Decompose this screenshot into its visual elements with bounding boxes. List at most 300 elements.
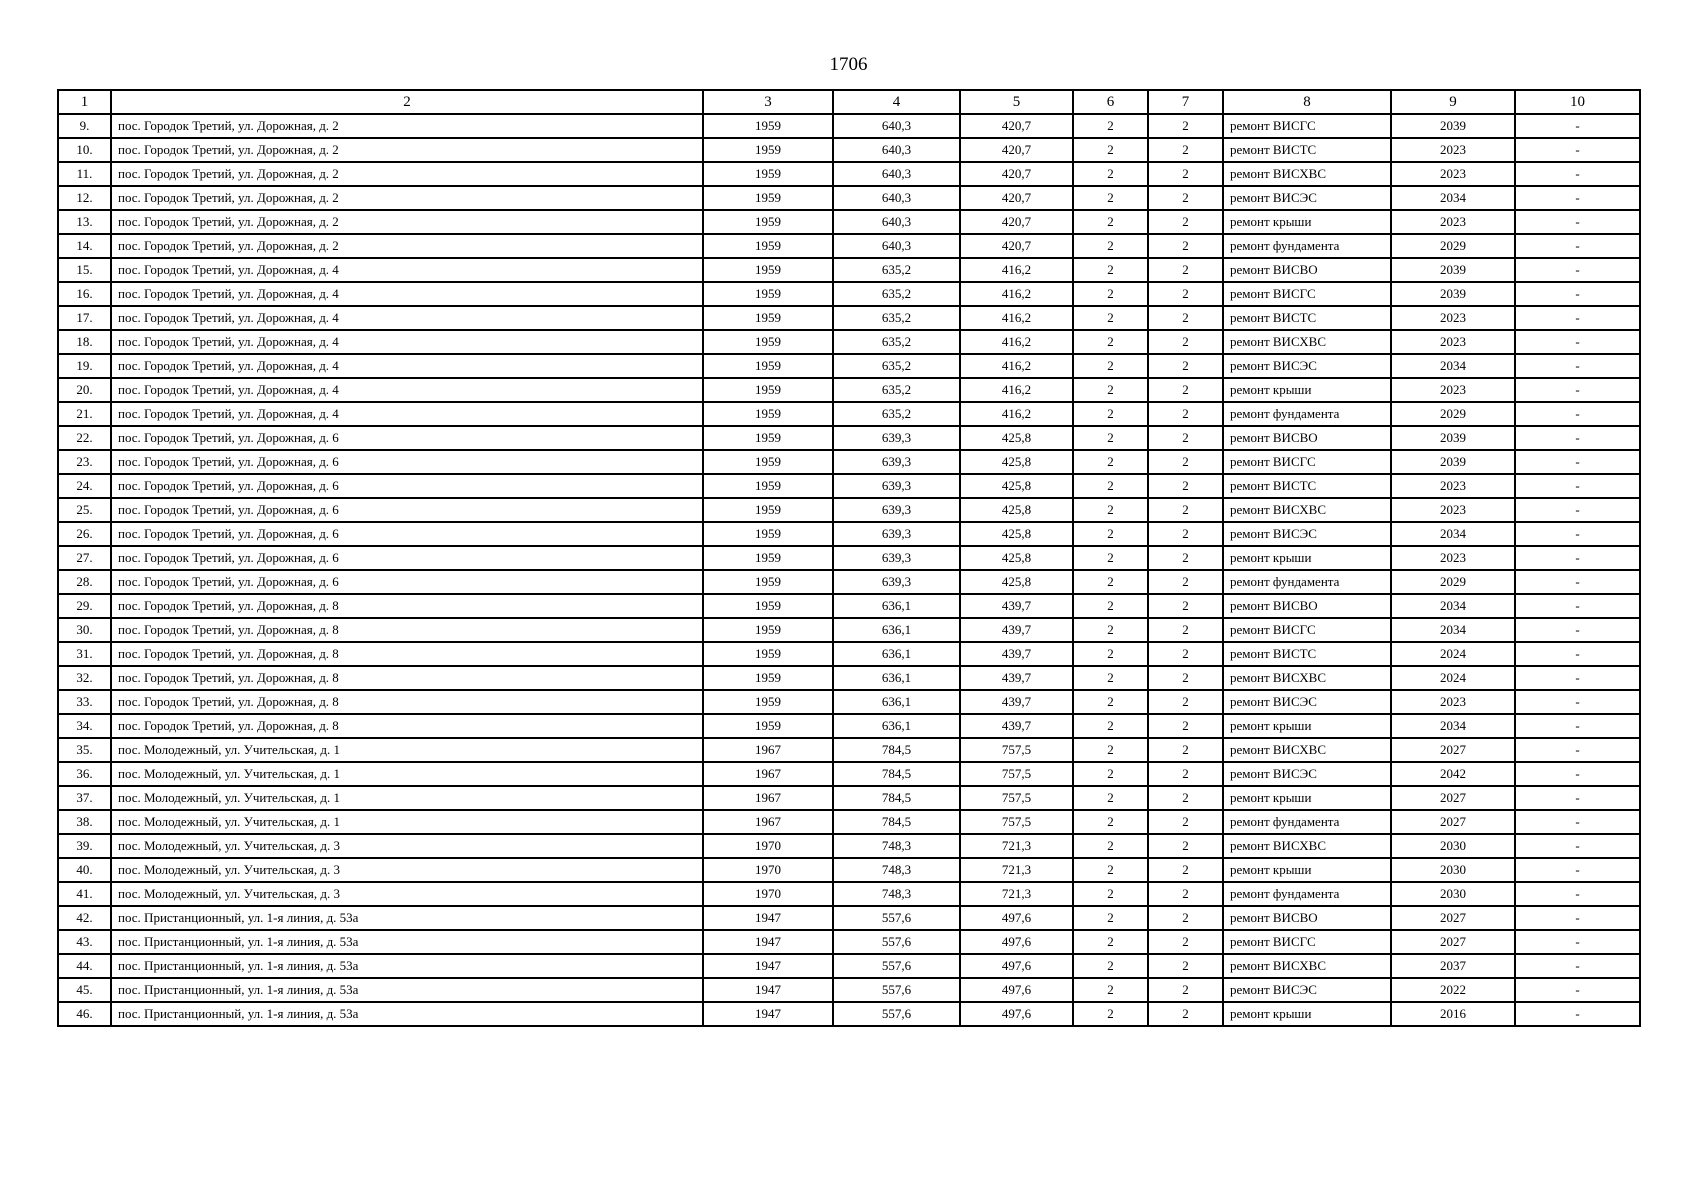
cell-entrances: 2 bbox=[1148, 906, 1223, 930]
cell-floors: 2 bbox=[1073, 282, 1148, 306]
cell-living-area: 416,2 bbox=[960, 330, 1073, 354]
header-cell-1: 1 bbox=[58, 90, 111, 114]
table-row bbox=[58, 306, 1640, 330]
cell-total-area: 636,1 bbox=[833, 594, 960, 618]
header-cell-2: 2 bbox=[111, 90, 703, 114]
cell-address: пос. Молодежный, ул. Учительская, д. 1 bbox=[111, 810, 703, 834]
cell-entrances: 2 bbox=[1148, 474, 1223, 498]
cell-note: - bbox=[1515, 978, 1640, 1002]
cell-address: пос. Молодежный, ул. Учительская, д. 1 bbox=[111, 762, 703, 786]
cell-living-area: 425,8 bbox=[960, 474, 1073, 498]
cell-floors: 2 bbox=[1073, 834, 1148, 858]
cell-year-built: 1959 bbox=[703, 210, 833, 234]
cell-row-number: 11. bbox=[58, 162, 111, 186]
cell-floors: 2 bbox=[1073, 450, 1148, 474]
cell-year-built: 1970 bbox=[703, 858, 833, 882]
cell-total-area: 557,6 bbox=[833, 978, 960, 1002]
cell-row-number: 43. bbox=[58, 930, 111, 954]
cell-total-area: 557,6 bbox=[833, 906, 960, 930]
cell-address: пос. Пристанционный, ул. 1-я линия, д. 53а bbox=[111, 954, 703, 978]
cell-total-area: 784,5 bbox=[833, 810, 960, 834]
cell-year-built: 1959 bbox=[703, 474, 833, 498]
cell-year-built: 1959 bbox=[703, 234, 833, 258]
cell-year-built: 1947 bbox=[703, 978, 833, 1002]
cell-floors: 2 bbox=[1073, 714, 1148, 738]
cell-total-area: 636,1 bbox=[833, 714, 960, 738]
cell-living-area: 721,3 bbox=[960, 882, 1073, 906]
table-row bbox=[58, 210, 1640, 234]
cell-floors: 2 bbox=[1073, 162, 1148, 186]
cell-planned-year: 2027 bbox=[1391, 786, 1515, 810]
cell-row-number: 20. bbox=[58, 378, 111, 402]
cell-row-number: 9. bbox=[58, 114, 111, 138]
cell-entrances: 2 bbox=[1148, 522, 1223, 546]
cell-living-area: 439,7 bbox=[960, 690, 1073, 714]
table-row bbox=[58, 258, 1640, 282]
cell-address: пос. Городок Третий, ул. Дорожная, д. 2 bbox=[111, 234, 703, 258]
cell-row-number: 18. bbox=[58, 330, 111, 354]
header-cell-10: 10 bbox=[1515, 90, 1640, 114]
cell-row-number: 16. bbox=[58, 282, 111, 306]
cell-year-built: 1959 bbox=[703, 426, 833, 450]
cell-living-area: 420,7 bbox=[960, 114, 1073, 138]
table-row bbox=[58, 426, 1640, 450]
cell-total-area: 635,2 bbox=[833, 330, 960, 354]
cell-total-area: 635,2 bbox=[833, 306, 960, 330]
cell-address: пос. Пристанционный, ул. 1-я линия, д. 53а bbox=[111, 978, 703, 1002]
cell-total-area: 635,2 bbox=[833, 402, 960, 426]
cell-row-number: 29. bbox=[58, 594, 111, 618]
table-row bbox=[58, 402, 1640, 426]
cell-entrances: 2 bbox=[1148, 786, 1223, 810]
cell-entrances: 2 bbox=[1148, 858, 1223, 882]
cell-row-number: 38. bbox=[58, 810, 111, 834]
cell-floors: 2 bbox=[1073, 354, 1148, 378]
cell-address: пос. Городок Третий, ул. Дорожная, д. 2 bbox=[111, 162, 703, 186]
cell-note: - bbox=[1515, 210, 1640, 234]
cell-row-number: 23. bbox=[58, 450, 111, 474]
cell-year-built: 1959 bbox=[703, 714, 833, 738]
cell-year-built: 1970 bbox=[703, 882, 833, 906]
page-number: 1706 bbox=[829, 54, 868, 75]
cell-entrances: 2 bbox=[1148, 114, 1223, 138]
cell-total-area: 784,5 bbox=[833, 762, 960, 786]
cell-year-built: 1959 bbox=[703, 138, 833, 162]
cell-floors: 2 bbox=[1073, 738, 1148, 762]
cell-living-area: 425,8 bbox=[960, 522, 1073, 546]
cell-year-built: 1959 bbox=[703, 690, 833, 714]
cell-floors: 2 bbox=[1073, 858, 1148, 882]
cell-year-built: 1959 bbox=[703, 618, 833, 642]
cell-planned-year: 2023 bbox=[1391, 474, 1515, 498]
cell-entrances: 2 bbox=[1148, 570, 1223, 594]
table-row bbox=[58, 786, 1640, 810]
cell-work-type: ремонт крыши bbox=[1223, 714, 1391, 738]
cell-note: - bbox=[1515, 186, 1640, 210]
cell-living-area: 416,2 bbox=[960, 258, 1073, 282]
cell-row-number: 14. bbox=[58, 234, 111, 258]
table-row bbox=[58, 378, 1640, 402]
cell-living-area: 439,7 bbox=[960, 666, 1073, 690]
cell-living-area: 497,6 bbox=[960, 1002, 1073, 1026]
cell-living-area: 420,7 bbox=[960, 234, 1073, 258]
cell-year-built: 1959 bbox=[703, 450, 833, 474]
cell-living-area: 497,6 bbox=[960, 954, 1073, 978]
cell-total-area: 640,3 bbox=[833, 186, 960, 210]
cell-planned-year: 2039 bbox=[1391, 114, 1515, 138]
cell-row-number: 21. bbox=[58, 402, 111, 426]
cell-note: - bbox=[1515, 714, 1640, 738]
cell-entrances: 2 bbox=[1148, 186, 1223, 210]
cell-work-type: ремонт ВИСЭС bbox=[1223, 762, 1391, 786]
table-row bbox=[58, 810, 1640, 834]
cell-year-built: 1959 bbox=[703, 282, 833, 306]
cell-planned-year: 2034 bbox=[1391, 186, 1515, 210]
cell-row-number: 35. bbox=[58, 738, 111, 762]
cell-work-type: ремонт ВИСТС bbox=[1223, 474, 1391, 498]
cell-entrances: 2 bbox=[1148, 762, 1223, 786]
cell-note: - bbox=[1515, 114, 1640, 138]
cell-address: пос. Пристанционный, ул. 1-я линия, д. 53а bbox=[111, 1002, 703, 1026]
cell-entrances: 2 bbox=[1148, 210, 1223, 234]
cell-row-number: 34. bbox=[58, 714, 111, 738]
cell-total-area: 557,6 bbox=[833, 954, 960, 978]
cell-row-number: 31. bbox=[58, 642, 111, 666]
cell-work-type: ремонт ВИСХВС bbox=[1223, 498, 1391, 522]
table-row bbox=[58, 618, 1640, 642]
cell-row-number: 15. bbox=[58, 258, 111, 282]
table-row bbox=[58, 354, 1640, 378]
cell-address: пос. Молодежный, ул. Учительская, д. 3 bbox=[111, 882, 703, 906]
cell-address: пос. Городок Третий, ул. Дорожная, д. 6 bbox=[111, 522, 703, 546]
cell-work-type: ремонт крыши bbox=[1223, 858, 1391, 882]
cell-address: пос. Городок Третий, ул. Дорожная, д. 2 bbox=[111, 114, 703, 138]
cell-floors: 2 bbox=[1073, 666, 1148, 690]
cell-floors: 2 bbox=[1073, 906, 1148, 930]
cell-note: - bbox=[1515, 354, 1640, 378]
table-row bbox=[58, 882, 1640, 906]
cell-row-number: 30. bbox=[58, 618, 111, 642]
cell-living-area: 757,5 bbox=[960, 786, 1073, 810]
cell-living-area: 439,7 bbox=[960, 594, 1073, 618]
cell-work-type: ремонт ВИСЭС bbox=[1223, 978, 1391, 1002]
cell-row-number: 22. bbox=[58, 426, 111, 450]
cell-note: - bbox=[1515, 762, 1640, 786]
cell-work-type: ремонт ВИСТС bbox=[1223, 306, 1391, 330]
cell-planned-year: 2023 bbox=[1391, 378, 1515, 402]
cell-total-area: 640,3 bbox=[833, 114, 960, 138]
cell-entrances: 2 bbox=[1148, 450, 1223, 474]
cell-address: пос. Городок Третий, ул. Дорожная, д. 6 bbox=[111, 474, 703, 498]
cell-planned-year: 2034 bbox=[1391, 354, 1515, 378]
cell-year-built: 1947 bbox=[703, 930, 833, 954]
cell-planned-year: 2034 bbox=[1391, 522, 1515, 546]
cell-work-type: ремонт ВИСЭС bbox=[1223, 354, 1391, 378]
cell-living-area: 497,6 bbox=[960, 930, 1073, 954]
cell-row-number: 27. bbox=[58, 546, 111, 570]
cell-year-built: 1959 bbox=[703, 498, 833, 522]
cell-year-built: 1959 bbox=[703, 162, 833, 186]
table-row bbox=[58, 642, 1640, 666]
cell-entrances: 2 bbox=[1148, 162, 1223, 186]
cell-note: - bbox=[1515, 330, 1640, 354]
cell-total-area: 640,3 bbox=[833, 210, 960, 234]
cell-year-built: 1967 bbox=[703, 810, 833, 834]
header-row bbox=[58, 90, 1640, 114]
cell-planned-year: 2042 bbox=[1391, 762, 1515, 786]
header-cell-4: 4 bbox=[833, 90, 960, 114]
table-row bbox=[58, 762, 1640, 786]
cell-note: - bbox=[1515, 810, 1640, 834]
cell-total-area: 636,1 bbox=[833, 690, 960, 714]
cell-note: - bbox=[1515, 450, 1640, 474]
cell-row-number: 17. bbox=[58, 306, 111, 330]
table-row bbox=[58, 498, 1640, 522]
cell-note: - bbox=[1515, 402, 1640, 426]
cell-living-area: 416,2 bbox=[960, 402, 1073, 426]
cell-living-area: 425,8 bbox=[960, 498, 1073, 522]
cell-floors: 2 bbox=[1073, 402, 1148, 426]
cell-entrances: 2 bbox=[1148, 618, 1223, 642]
cell-floors: 2 bbox=[1073, 234, 1148, 258]
cell-row-number: 12. bbox=[58, 186, 111, 210]
cell-work-type: ремонт ВИСВО bbox=[1223, 594, 1391, 618]
cell-total-area: 639,3 bbox=[833, 546, 960, 570]
table-body bbox=[58, 114, 1640, 1026]
cell-floors: 2 bbox=[1073, 186, 1148, 210]
cell-note: - bbox=[1515, 690, 1640, 714]
cell-total-area: 635,2 bbox=[833, 258, 960, 282]
cell-living-area: 497,6 bbox=[960, 906, 1073, 930]
cell-note: - bbox=[1515, 282, 1640, 306]
cell-note: - bbox=[1515, 546, 1640, 570]
cell-total-area: 640,3 bbox=[833, 234, 960, 258]
cell-note: - bbox=[1515, 474, 1640, 498]
cell-address: пос. Городок Третий, ул. Дорожная, д. 6 bbox=[111, 426, 703, 450]
cell-year-built: 1967 bbox=[703, 786, 833, 810]
cell-address: пос. Городок Третий, ул. Дорожная, д. 2 bbox=[111, 210, 703, 234]
cell-entrances: 2 bbox=[1148, 234, 1223, 258]
cell-entrances: 2 bbox=[1148, 714, 1223, 738]
cell-entrances: 2 bbox=[1148, 810, 1223, 834]
cell-year-built: 1959 bbox=[703, 522, 833, 546]
cell-planned-year: 2024 bbox=[1391, 642, 1515, 666]
cell-row-number: 10. bbox=[58, 138, 111, 162]
header-cell-6: 6 bbox=[1073, 90, 1148, 114]
cell-address: пос. Городок Третий, ул. Дорожная, д. 8 bbox=[111, 714, 703, 738]
cell-address: пос. Городок Третий, ул. Дорожная, д. 2 bbox=[111, 186, 703, 210]
cell-floors: 2 bbox=[1073, 378, 1148, 402]
cell-row-number: 32. bbox=[58, 666, 111, 690]
cell-note: - bbox=[1515, 162, 1640, 186]
cell-planned-year: 2023 bbox=[1391, 546, 1515, 570]
cell-floors: 2 bbox=[1073, 618, 1148, 642]
cell-address: пос. Городок Третий, ул. Дорожная, д. 8 bbox=[111, 690, 703, 714]
cell-entrances: 2 bbox=[1148, 402, 1223, 426]
cell-total-area: 784,5 bbox=[833, 786, 960, 810]
cell-row-number: 33. bbox=[58, 690, 111, 714]
cell-planned-year: 2034 bbox=[1391, 594, 1515, 618]
cell-planned-year: 2023 bbox=[1391, 210, 1515, 234]
cell-living-area: 416,2 bbox=[960, 378, 1073, 402]
cell-total-area: 557,6 bbox=[833, 1002, 960, 1026]
cell-planned-year: 2027 bbox=[1391, 738, 1515, 762]
cell-living-area: 420,7 bbox=[960, 138, 1073, 162]
cell-total-area: 635,2 bbox=[833, 378, 960, 402]
cell-floors: 2 bbox=[1073, 1002, 1148, 1026]
cell-year-built: 1947 bbox=[703, 954, 833, 978]
cell-planned-year: 2030 bbox=[1391, 834, 1515, 858]
cell-year-built: 1959 bbox=[703, 402, 833, 426]
table-row bbox=[58, 522, 1640, 546]
cell-total-area: 748,3 bbox=[833, 834, 960, 858]
table-row bbox=[58, 906, 1640, 930]
cell-planned-year: 2027 bbox=[1391, 930, 1515, 954]
cell-year-built: 1947 bbox=[703, 906, 833, 930]
cell-year-built: 1959 bbox=[703, 570, 833, 594]
cell-note: - bbox=[1515, 954, 1640, 978]
cell-total-area: 639,3 bbox=[833, 450, 960, 474]
cell-note: - bbox=[1515, 930, 1640, 954]
cell-row-number: 24. bbox=[58, 474, 111, 498]
header-cell-8: 8 bbox=[1223, 90, 1391, 114]
table-row bbox=[58, 186, 1640, 210]
housing-repair-table bbox=[57, 89, 1641, 1027]
cell-floors: 2 bbox=[1073, 930, 1148, 954]
cell-row-number: 45. bbox=[58, 978, 111, 1002]
cell-address: пос. Пристанционный, ул. 1-я линия, д. 53а bbox=[111, 930, 703, 954]
cell-address: пос. Городок Третий, ул. Дорожная, д. 2 bbox=[111, 138, 703, 162]
cell-planned-year: 2039 bbox=[1391, 258, 1515, 282]
cell-row-number: 46. bbox=[58, 1002, 111, 1026]
cell-address: пос. Молодежный, ул. Учительская, д. 1 bbox=[111, 786, 703, 810]
cell-floors: 2 bbox=[1073, 642, 1148, 666]
cell-year-built: 1959 bbox=[703, 378, 833, 402]
cell-year-built: 1959 bbox=[703, 114, 833, 138]
cell-floors: 2 bbox=[1073, 306, 1148, 330]
cell-entrances: 2 bbox=[1148, 378, 1223, 402]
cell-year-built: 1967 bbox=[703, 738, 833, 762]
cell-total-area: 639,3 bbox=[833, 474, 960, 498]
cell-living-area: 420,7 bbox=[960, 186, 1073, 210]
cell-planned-year: 2016 bbox=[1391, 1002, 1515, 1026]
cell-work-type: ремонт ВИСГС bbox=[1223, 114, 1391, 138]
cell-planned-year: 2029 bbox=[1391, 570, 1515, 594]
cell-planned-year: 2029 bbox=[1391, 402, 1515, 426]
cell-year-built: 1947 bbox=[703, 1002, 833, 1026]
cell-floors: 2 bbox=[1073, 786, 1148, 810]
table-row bbox=[58, 114, 1640, 138]
cell-work-type: ремонт ВИСВО bbox=[1223, 258, 1391, 282]
cell-address: пос. Городок Третий, ул. Дорожная, д. 4 bbox=[111, 306, 703, 330]
cell-entrances: 2 bbox=[1148, 138, 1223, 162]
cell-address: пос. Городок Третий, ул. Дорожная, д. 4 bbox=[111, 258, 703, 282]
table-row bbox=[58, 474, 1640, 498]
cell-planned-year: 2034 bbox=[1391, 618, 1515, 642]
cell-floors: 2 bbox=[1073, 690, 1148, 714]
cell-row-number: 36. bbox=[58, 762, 111, 786]
cell-living-area: 420,7 bbox=[960, 162, 1073, 186]
cell-planned-year: 2029 bbox=[1391, 234, 1515, 258]
cell-total-area: 639,3 bbox=[833, 426, 960, 450]
cell-work-type: ремонт ВИСГС bbox=[1223, 618, 1391, 642]
cell-planned-year: 2023 bbox=[1391, 138, 1515, 162]
cell-work-type: ремонт ВИСГС bbox=[1223, 930, 1391, 954]
cell-floors: 2 bbox=[1073, 546, 1148, 570]
cell-year-built: 1959 bbox=[703, 354, 833, 378]
cell-note: - bbox=[1515, 498, 1640, 522]
cell-year-built: 1959 bbox=[703, 258, 833, 282]
cell-floors: 2 bbox=[1073, 978, 1148, 1002]
cell-floors: 2 bbox=[1073, 954, 1148, 978]
cell-year-built: 1959 bbox=[703, 594, 833, 618]
cell-work-type: ремонт ВИСЭС bbox=[1223, 186, 1391, 210]
cell-year-built: 1959 bbox=[703, 666, 833, 690]
cell-floors: 2 bbox=[1073, 474, 1148, 498]
cell-living-area: 416,2 bbox=[960, 282, 1073, 306]
table-row bbox=[58, 570, 1640, 594]
cell-total-area: 636,1 bbox=[833, 642, 960, 666]
cell-entrances: 2 bbox=[1148, 546, 1223, 570]
cell-living-area: 439,7 bbox=[960, 618, 1073, 642]
cell-address: пос. Городок Третий, ул. Дорожная, д. 4 bbox=[111, 282, 703, 306]
table-row bbox=[58, 546, 1640, 570]
cell-total-area: 639,3 bbox=[833, 498, 960, 522]
cell-planned-year: 2023 bbox=[1391, 330, 1515, 354]
cell-address: пос. Молодежный, ул. Учительская, д. 1 bbox=[111, 738, 703, 762]
table-row bbox=[58, 690, 1640, 714]
cell-entrances: 2 bbox=[1148, 354, 1223, 378]
cell-living-area: 425,8 bbox=[960, 570, 1073, 594]
cell-floors: 2 bbox=[1073, 498, 1148, 522]
table-row bbox=[58, 714, 1640, 738]
cell-row-number: 42. bbox=[58, 906, 111, 930]
cell-living-area: 439,7 bbox=[960, 714, 1073, 738]
cell-entrances: 2 bbox=[1148, 978, 1223, 1002]
table-row bbox=[58, 978, 1640, 1002]
table-row bbox=[58, 282, 1640, 306]
cell-entrances: 2 bbox=[1148, 690, 1223, 714]
cell-total-area: 639,3 bbox=[833, 570, 960, 594]
cell-address: пос. Молодежный, ул. Учительская, д. 3 bbox=[111, 858, 703, 882]
cell-planned-year: 2034 bbox=[1391, 714, 1515, 738]
cell-work-type: ремонт крыши bbox=[1223, 786, 1391, 810]
cell-row-number: 28. bbox=[58, 570, 111, 594]
cell-row-number: 41. bbox=[58, 882, 111, 906]
cell-work-type: ремонт ВИСГС bbox=[1223, 282, 1391, 306]
cell-planned-year: 2030 bbox=[1391, 858, 1515, 882]
cell-floors: 2 bbox=[1073, 810, 1148, 834]
cell-address: пос. Городок Третий, ул. Дорожная, д. 8 bbox=[111, 642, 703, 666]
cell-address: пос. Городок Третий, ул. Дорожная, д. 8 bbox=[111, 618, 703, 642]
cell-address: пос. Городок Третий, ул. Дорожная, д. 6 bbox=[111, 498, 703, 522]
cell-address: пос. Городок Третий, ул. Дорожная, д. 4 bbox=[111, 354, 703, 378]
cell-total-area: 639,3 bbox=[833, 522, 960, 546]
cell-address: пос. Городок Третий, ул. Дорожная, д. 8 bbox=[111, 594, 703, 618]
cell-note: - bbox=[1515, 906, 1640, 930]
cell-planned-year: 2023 bbox=[1391, 162, 1515, 186]
cell-planned-year: 2023 bbox=[1391, 306, 1515, 330]
cell-floors: 2 bbox=[1073, 522, 1148, 546]
cell-entrances: 2 bbox=[1148, 642, 1223, 666]
header-cell-3: 3 bbox=[703, 90, 833, 114]
cell-year-built: 1959 bbox=[703, 306, 833, 330]
cell-entrances: 2 bbox=[1148, 738, 1223, 762]
cell-address: пос. Городок Третий, ул. Дорожная, д. 6 bbox=[111, 450, 703, 474]
cell-living-area: 416,2 bbox=[960, 306, 1073, 330]
cell-work-type: ремонт крыши bbox=[1223, 546, 1391, 570]
cell-living-area: 757,5 bbox=[960, 738, 1073, 762]
